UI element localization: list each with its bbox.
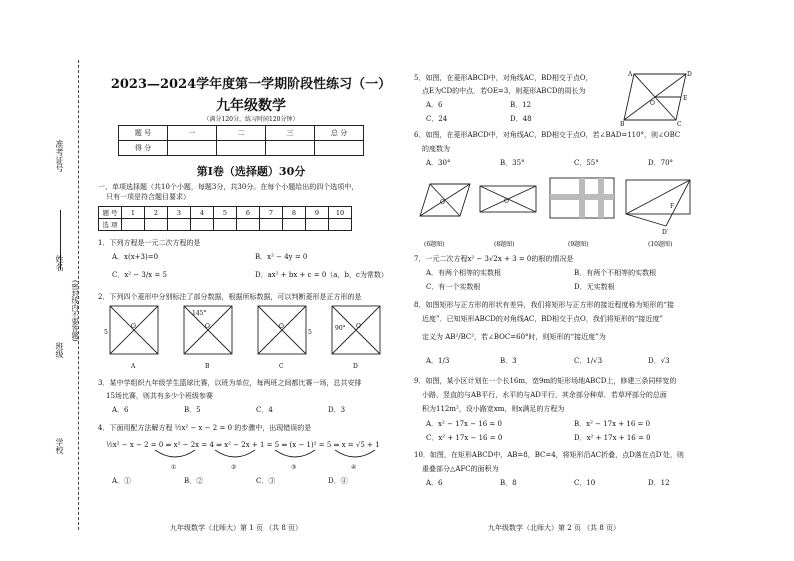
name-label: 姓名 bbox=[55, 255, 64, 271]
score-table bbox=[118, 125, 364, 156]
q8-option-b: B．3 bbox=[500, 357, 517, 365]
q2-figure-c bbox=[258, 306, 312, 370]
q4-option-a: A．① bbox=[112, 477, 132, 485]
q10-figure bbox=[626, 180, 690, 236]
answer-cell[interactable] bbox=[145, 219, 168, 231]
question-10-line2: 重叠部分△AFC的面积为 bbox=[422, 465, 499, 473]
answer-header-cell: 3 bbox=[168, 207, 191, 219]
question-10-line1: 10．如图，在矩形ABCD中，AB=8，BC=4，将矩形沿AC折叠，点D落在点D′处，则 bbox=[414, 451, 684, 459]
question-7: 7．一元二次方程x² − 3√2x + 3 = 0的根的情况是 bbox=[414, 255, 574, 263]
question-5-line2: 点E为CD的中点．若OE=3，则菱形ABCD的周长为 bbox=[422, 87, 586, 95]
score-cell: 三 bbox=[266, 126, 315, 141]
svg-text:O: O bbox=[504, 198, 509, 205]
q6-figure bbox=[420, 184, 470, 216]
answer-table bbox=[98, 206, 352, 231]
svg-text:O: O bbox=[440, 199, 445, 206]
q5-option-c: C．24 bbox=[426, 115, 448, 123]
exam-note: （满分120分，练习时间120分钟） bbox=[203, 116, 299, 123]
question-2: 2．下列四个菱形中分别标注了部分数据，根据所标数据，可以判断菱形是正方形的是 bbox=[98, 293, 362, 301]
q2-figure-d bbox=[332, 306, 380, 370]
q6-option-d: D．70° bbox=[648, 159, 674, 167]
q1-option-c: C．x² − 3/x = 5 bbox=[112, 271, 167, 279]
exam-number-label: 准考证号 bbox=[55, 140, 64, 172]
answer-header-cell: 题 号 bbox=[99, 207, 122, 219]
svg-text:F: F bbox=[670, 203, 675, 210]
question-8-line3: 定义为 AB²/BC²，若∠BOC=60°时，则矩形的“接近度”为 bbox=[422, 333, 606, 341]
q9-option-d: D．x² + 17x + 16 = 0 bbox=[574, 434, 651, 442]
q2-fig-a-mark: 5 bbox=[104, 329, 108, 336]
q10-option-c: C．10 bbox=[574, 479, 596, 487]
q10-option-b: B．8 bbox=[500, 479, 517, 487]
question-4: 4．下面用配方法解方程 ½x² − x − 2 = 0 的步骤中，出现错误的是 bbox=[98, 424, 312, 432]
q2-figure-b bbox=[184, 306, 232, 370]
school-label: 学校 bbox=[55, 438, 64, 454]
q5-option-b: B．12 bbox=[510, 101, 532, 109]
section-title: 第Ⅰ卷（选择题）30分 bbox=[196, 165, 306, 178]
answer-row-label: 选 项 bbox=[99, 219, 122, 231]
question-8-line1: 8．如图矩形与正方形的形状有差异，我们将矩形与正方形的接近程度称为矩形的“接 bbox=[414, 301, 675, 309]
q2-fig-b-label: B bbox=[205, 363, 210, 370]
answer-cell[interactable] bbox=[168, 219, 191, 231]
score-cell: 一 bbox=[168, 126, 217, 141]
q2-fig-b-mark: 145° bbox=[192, 310, 207, 317]
q2-fig-d-label: D bbox=[353, 363, 358, 370]
svg-text:B: B bbox=[620, 121, 625, 128]
q7-option-b: B．有两个不相等的实数根 bbox=[574, 269, 657, 277]
q8-fig-caption: (8题图) bbox=[494, 241, 515, 248]
q2-fig-c-label: C bbox=[279, 363, 284, 370]
q4-step-2: ② bbox=[231, 464, 237, 471]
svg-text:O: O bbox=[131, 323, 136, 330]
answer-cell[interactable] bbox=[122, 219, 145, 231]
score-cell: 题 号 bbox=[119, 126, 168, 141]
answer-header-cell: 5 bbox=[214, 207, 237, 219]
q10-fig-caption: (10题图) bbox=[648, 241, 673, 248]
q4-step-4: ④ bbox=[351, 464, 357, 471]
q5-figure bbox=[620, 71, 692, 128]
score-cell: 二 bbox=[217, 126, 266, 141]
footer-left: 九年级数学（北师大）第 1 页 （共 8 页） bbox=[170, 524, 303, 532]
svg-text:O: O bbox=[205, 323, 210, 330]
question-6-line1: 6．如图，在菱形ABCD中，对角线AC，BD相交于点O，若∠BAD=110°，则∠OBC bbox=[414, 131, 681, 139]
answer-cell[interactable] bbox=[283, 219, 306, 231]
section-intro: 只有一项是符合题目要求） bbox=[106, 193, 190, 201]
q3-option-c: C．4 bbox=[256, 406, 273, 414]
q9-option-a: A．x² − 17x − 16 = 0 bbox=[426, 420, 502, 428]
score-cell: 得 分 bbox=[119, 141, 168, 156]
q3-option-a: A．6 bbox=[112, 406, 129, 414]
score-cell[interactable] bbox=[217, 141, 266, 156]
q9-option-c: C．x² + 17x − 16 = 0 bbox=[426, 434, 503, 442]
q4-equation: ½x² − x − 2 = 0 ⇒ x² − 2x = 4 ⇒ x² − 2x + 1 = 5 ⇒ (x − 1)² = 5 ⇒ x = √5 + 1 bbox=[106, 441, 380, 449]
answer-cell[interactable] bbox=[306, 219, 329, 231]
q4-step-1: ① bbox=[171, 464, 177, 471]
question-8-line2: 近度”．已知矩形ABCD的对角线AC，BD相交于点O，我们将矩形的“接近度” bbox=[422, 315, 663, 323]
binding-strip bbox=[0, 0, 95, 561]
q6-option-a: A．30° bbox=[426, 159, 451, 167]
answer-cell[interactable] bbox=[214, 219, 237, 231]
question-1: 1．下列方程是一元二次方程的是 bbox=[98, 239, 201, 247]
subject-title: 九年级数学 bbox=[216, 98, 286, 114]
question-3-line2: 15场比赛，则共有多少个班级参赛 bbox=[106, 392, 213, 400]
figure-row bbox=[420, 176, 710, 248]
question-9-line3: 积为112m²，设小路宽xm，则x满足的方程为 bbox=[422, 405, 565, 413]
footer-right: 九年级数学（北师大）第 2 页 （共 8 页） bbox=[488, 524, 621, 532]
q2-figure-a bbox=[104, 306, 158, 370]
q6-option-b: B．35° bbox=[500, 159, 525, 167]
answer-header-cell: 2 bbox=[145, 207, 168, 219]
q7-option-a: A．有两个相等的实数根 bbox=[426, 269, 502, 277]
q9-figure bbox=[550, 178, 614, 218]
svg-text:D′: D′ bbox=[662, 229, 669, 236]
answer-cell[interactable] bbox=[260, 219, 283, 231]
q7-option-c: C．有一个实数根 bbox=[426, 283, 481, 291]
q2-fig-d-mark: 90° bbox=[335, 325, 346, 332]
answer-header-cell: 9 bbox=[306, 207, 329, 219]
answer-header-cell: 1 bbox=[122, 207, 145, 219]
question-9-line1: 9．如图，某小区计划在一个长16m，宽9m的矩形场地ABCD上，修建三条同样宽的 bbox=[414, 377, 677, 385]
answer-header-cell: 6 bbox=[237, 207, 260, 219]
svg-text:O: O bbox=[279, 323, 284, 330]
svg-text:O: O bbox=[356, 323, 361, 330]
q1-option-d: D．ax² + bx + c = 0（a，b，c为常数） bbox=[255, 271, 388, 279]
svg-text:E: E bbox=[683, 95, 688, 102]
score-cell: 总 分 bbox=[315, 126, 364, 141]
question-9-line2: 小路，竖直的与AB平行，水平的与AD平行，其余部分种草．若草坪部分的总面 bbox=[422, 391, 667, 399]
q8-option-a: A．1/3 bbox=[426, 357, 450, 365]
exam-title: 2023—2024学年度第一学期阶段性练习（一） bbox=[110, 77, 392, 92]
svg-text:A: A bbox=[628, 71, 633, 78]
q3-option-d: D．3 bbox=[328, 406, 346, 414]
q4-step-3: ③ bbox=[291, 464, 297, 471]
section-intro: 一、单项选择题（共10个小题，每题3分，共30分。在每个小题给出的四个选项中， bbox=[98, 183, 359, 191]
q5-option-d: D．48 bbox=[510, 115, 532, 123]
q10-option-d: D．12 bbox=[648, 479, 670, 487]
q9-option-b: B．x² − 17x + 16 = 0 bbox=[574, 420, 651, 428]
q4-step-arcs bbox=[150, 448, 390, 470]
answer-cell[interactable] bbox=[237, 219, 260, 231]
question-6-line2: 的度数为 bbox=[422, 145, 450, 153]
answer-cell[interactable] bbox=[191, 219, 214, 231]
q4-option-d: D．④ bbox=[328, 477, 348, 485]
q4-option-c: C．③ bbox=[256, 477, 276, 485]
q1-option-b: B．x² − 4y = 0 bbox=[255, 253, 308, 261]
answer-header-cell: 10 bbox=[329, 207, 352, 219]
seal-dashed-line bbox=[78, 60, 79, 530]
answer-header-cell: 4 bbox=[191, 207, 214, 219]
answer-cell[interactable] bbox=[329, 219, 352, 231]
score-cell[interactable] bbox=[315, 141, 364, 156]
q5-option-a: A．6 bbox=[426, 101, 443, 109]
score-cell[interactable] bbox=[266, 141, 315, 156]
q2-figures bbox=[104, 306, 400, 374]
score-cell[interactable] bbox=[168, 141, 217, 156]
q4-option-b: B．② bbox=[184, 477, 204, 485]
q2-fig-a-label: A bbox=[131, 363, 136, 370]
svg-text:C: C bbox=[677, 121, 682, 128]
answer-header-cell: 8 bbox=[283, 207, 306, 219]
svg-text:D: D bbox=[687, 71, 692, 78]
q8-option-d: D．√3 bbox=[648, 357, 670, 365]
q3-option-b: B．5 bbox=[184, 406, 201, 414]
q1-option-a: A．x(x+3)=0 bbox=[112, 253, 159, 261]
seal-note: (密封线内不要答题) bbox=[71, 280, 79, 342]
q8-figure bbox=[480, 186, 536, 212]
class-label: 班级 bbox=[55, 342, 64, 358]
q2-fig-c-mark: 5 bbox=[308, 329, 312, 336]
question-5-line1: 5．如图，在菱形ABCD中，对角线AC，BD相交于点O， bbox=[414, 74, 593, 82]
answer-header-cell: 7 bbox=[260, 207, 283, 219]
q6-option-c: C．55° bbox=[574, 159, 599, 167]
q6-fig-caption: (6题图) bbox=[424, 241, 445, 248]
q10-option-a: A．6 bbox=[426, 479, 443, 487]
q7-option-d: D．无实数根 bbox=[574, 283, 615, 291]
svg-text:O: O bbox=[650, 100, 655, 107]
q8-option-c: C．1/√3 bbox=[574, 357, 603, 365]
q9-fig-caption: (9题图) bbox=[568, 241, 589, 248]
question-3-line1: 3．某中学组织九年级学生篮球比赛，以班为单位，每两班之间都比赛一场，总共安排 bbox=[98, 379, 362, 387]
